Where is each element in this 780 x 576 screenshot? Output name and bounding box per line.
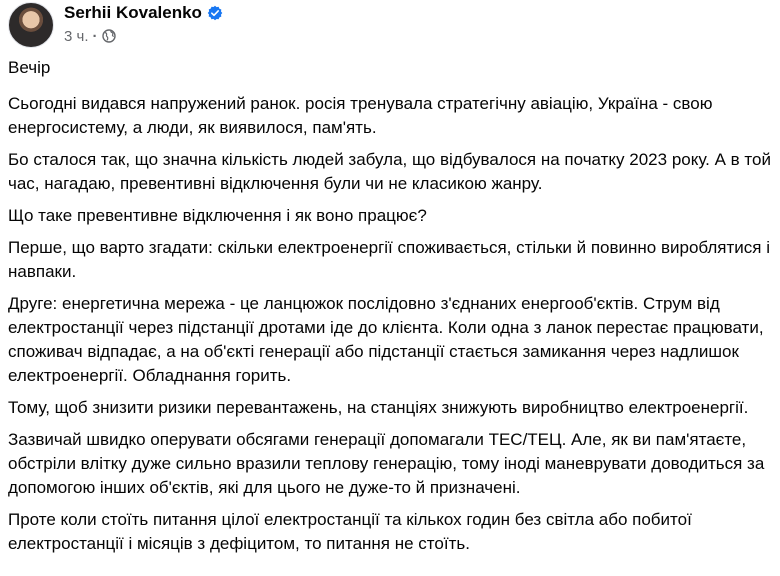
- post-paragraph: Вечір: [8, 58, 51, 77]
- author-row: [64, 2, 223, 24]
- author-avatar[interactable]: [8, 2, 54, 48]
- post-paragraph: Тому, щоб знизити ризики перевантажень, на станціях знижують виробництво електроенергії.: [8, 398, 749, 417]
- post-subline: [64, 26, 223, 46]
- post-header: [8, 2, 223, 50]
- post-paragraph: Зазвичай швидко оперувати обсягами генерації допомагали ТЕС/ТЕЦ. Але, як ви пам'ятаєте, обстріли влітку дуже сильно вразили теплову генерацію, тому іноді маневрувати доводиться за допомогою інших об'єктів, які для цього не дуже-то й призначені.: [8, 430, 765, 497]
- post-paragraph: Бо сталося так, що значна кількість людей забула, що відбувалося на початку 2023 року. А в той час, нагадаю, превентивні відключення були чи не класикою жанру.: [8, 150, 771, 193]
- globe-icon[interactable]: [102, 29, 116, 43]
- post-timestamp[interactable]: 3 ч.: [64, 27, 89, 45]
- separator-dot: ·: [92, 27, 98, 45]
- post-paragraph: Перше, що варто згадати: скільки електроенергії споживається, стільки й повинно вироблятися і навпаки.: [8, 238, 770, 281]
- post-body: [8, 56, 778, 564]
- post-paragraph: Проте коли стоїть питання цілої електростанції та кількох годин без світла або побитої електростанції і місяців з дефіцитом, то питання не стоїть.: [8, 510, 692, 553]
- post-paragraph: Друге: енергетична мережа - це ланцюжок послідовно з'єднаних енергооб'єктів. Струм від електростанції через підстанції дротами іде до клієнта. Коли одна з ланок перестає працювати, споживач відпадає, а на об'єкті генерації або підстанції стається замикання через надлишок електроенергії. Обладнання горить.: [8, 294, 764, 385]
- verified-badge-icon: [207, 5, 223, 21]
- post-paragraph: Що таке превентивне відключення і як воно працює?: [8, 206, 427, 225]
- post-meta: [64, 2, 223, 46]
- post-paragraph: Сьогодні видався напружений ранок. росія тренувала стратегічну авіацію, Україна - свою енергосистему, а люди, як виявилося, пам'ять.: [8, 94, 713, 137]
- author-name[interactable]: Serhii Kovalenko: [64, 3, 202, 22]
